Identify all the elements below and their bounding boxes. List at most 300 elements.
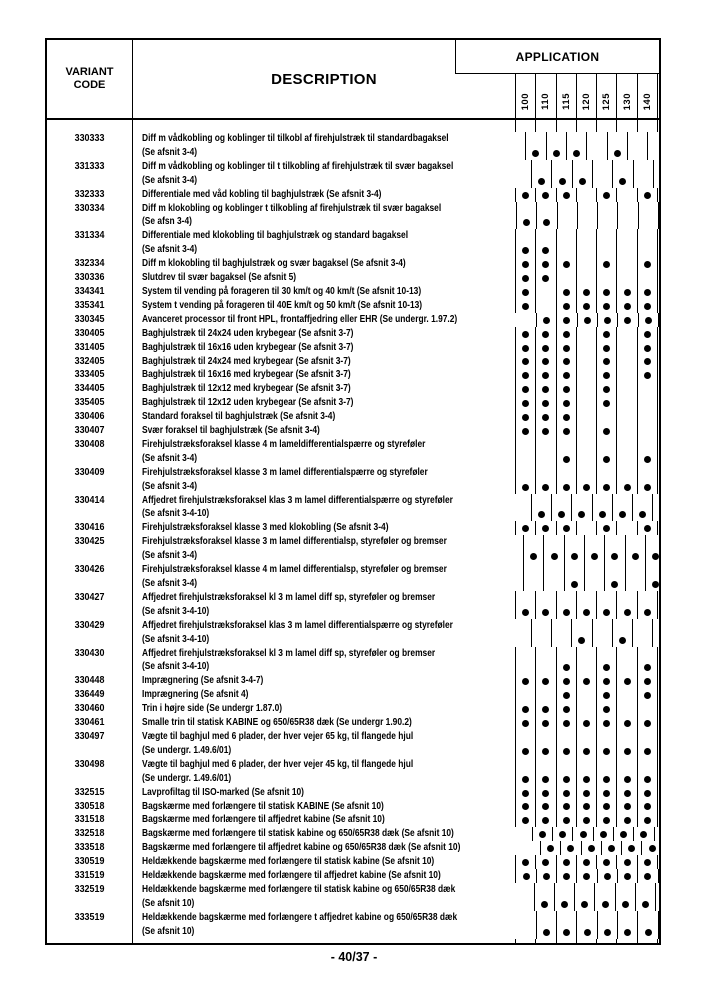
application-dot-cell <box>604 563 624 591</box>
application-dot <box>522 261 529 268</box>
application-dot <box>563 609 570 616</box>
application-dot-cell <box>596 758 616 786</box>
application-dot <box>522 720 529 727</box>
application-dot-cell <box>616 813 636 827</box>
variant-code-cell <box>47 939 133 943</box>
description-cell <box>133 120 515 132</box>
application-dot-cell <box>535 800 555 814</box>
application-dot <box>603 859 610 866</box>
description-cell <box>133 160 531 188</box>
description-line: System t vending på forageren til 40E km/t og 50 km/t (Se afsnit 10-13) <box>142 298 423 311</box>
application-dot-cell <box>576 674 596 688</box>
table-right-margin <box>657 74 659 118</box>
application-dot <box>583 859 590 866</box>
application-dot-cell <box>515 257 535 271</box>
application-dot <box>603 456 610 463</box>
variant-code-cell <box>47 160 133 188</box>
application-header: APPLICATION <box>455 40 659 74</box>
table-right-margin <box>657 424 659 438</box>
variant-code-cell <box>47 299 133 313</box>
application-dot <box>522 400 529 407</box>
application-dot-cell <box>625 535 645 563</box>
description-cell <box>133 313 536 327</box>
application-dot-cell <box>515 730 535 758</box>
application-dot-cell <box>515 120 535 132</box>
table-row <box>47 494 659 522</box>
application-dot-cell <box>576 466 596 494</box>
application-dot-cell <box>637 800 657 814</box>
variant-code-cell <box>47 132 133 160</box>
application-dot <box>522 358 529 365</box>
application-dot-cell <box>632 494 652 522</box>
application-dot <box>603 192 610 199</box>
application-dot <box>603 484 610 491</box>
application-dot <box>522 428 529 435</box>
application-dot <box>603 372 610 379</box>
table-right-margin <box>657 758 659 786</box>
application-dot-cell <box>576 438 596 466</box>
application-dot-cell <box>576 327 596 341</box>
application-dot-cell <box>596 466 616 494</box>
variant-code-text: 330460 <box>74 702 105 715</box>
application-dot-cell <box>616 424 636 438</box>
application-dot-cell <box>531 494 551 522</box>
application-dot <box>542 525 549 532</box>
application-dot <box>644 331 651 338</box>
application-dot-cell <box>616 229 636 257</box>
application-dot-cell <box>515 424 535 438</box>
table-row <box>47 813 659 827</box>
application-dot-cell <box>592 494 612 522</box>
application-dot <box>522 331 529 338</box>
application-dot-cell <box>637 869 657 883</box>
application-dot-cell <box>658 911 659 939</box>
variant-code-cell <box>47 800 133 814</box>
table-row <box>47 855 659 869</box>
variant-code-text: 330409 <box>74 465 105 478</box>
table-right-margin <box>657 939 659 943</box>
application-dot-cell <box>556 647 576 675</box>
application-dot-cell <box>625 563 645 591</box>
variant-code-text: 333519 <box>74 910 105 923</box>
application-dot <box>583 803 590 810</box>
application-dot-cell <box>515 396 535 410</box>
application-dot-cell <box>616 285 636 299</box>
description-line: Affjedret firehjulstræksforaksel klas 3 m lamel differentialspærre og styreføler <box>142 493 453 506</box>
application-dot <box>622 901 629 908</box>
application-dot-cell <box>535 813 555 827</box>
application-dot <box>644 289 651 296</box>
table-right-margin <box>657 438 659 466</box>
application-dot-cell <box>556 285 576 299</box>
application-dot-cell <box>637 702 657 716</box>
application-dot <box>542 372 549 379</box>
application-dot-cell <box>515 855 535 869</box>
description-line: (Se afsnit 10) <box>142 896 195 909</box>
variant-code-cell <box>47 313 133 327</box>
application-dot-cell <box>576 758 596 786</box>
application-dot-cell <box>612 619 632 647</box>
application-dot-cell <box>576 355 596 369</box>
variant-code-header-line2: CODE <box>73 79 106 91</box>
application-dot <box>624 929 631 936</box>
variant-code-cell <box>47 327 133 341</box>
application-column-label-text: 125 <box>601 92 613 110</box>
table-row <box>47 438 659 466</box>
application-dot <box>563 372 570 379</box>
application-dot-cell <box>596 521 616 535</box>
application-dot-cell <box>515 188 535 202</box>
application-dot <box>583 790 590 797</box>
application-dot <box>563 261 570 268</box>
table-row <box>47 647 659 675</box>
application-dot-cell <box>596 120 616 132</box>
application-dot-cell <box>535 939 555 943</box>
application-dot <box>522 790 529 797</box>
application-dot-cell <box>576 396 596 410</box>
application-dot <box>644 456 651 463</box>
application-dot <box>624 484 631 491</box>
application-dot-cell <box>556 368 576 382</box>
description-line: Firehjulstræksforaksel klasse 3 med klokobling (Se afsnit 3-4) <box>142 521 389 534</box>
variant-code-cell <box>47 591 133 619</box>
description-cell <box>133 396 515 410</box>
variant-code-cell <box>47 841 133 855</box>
table-row <box>47 120 659 132</box>
application-dot <box>583 748 590 755</box>
application-dot-cell <box>576 188 596 202</box>
application-dot-cell <box>596 382 616 396</box>
application-dot-cell <box>535 730 555 758</box>
application-dot <box>603 692 610 699</box>
table-right-margin <box>657 368 659 382</box>
variant-code-cell <box>47 466 133 494</box>
application-dot-cell <box>576 229 596 257</box>
table-row <box>47 758 659 786</box>
application-dot <box>583 609 590 616</box>
application-dot-cell <box>556 438 576 466</box>
variant-code-text: 330416 <box>74 521 105 534</box>
application-dot <box>563 929 570 936</box>
application-dot <box>584 317 591 324</box>
application-dot-cell <box>536 869 556 883</box>
application-dot <box>542 358 549 365</box>
application-dot-cell <box>637 813 657 827</box>
application-dot-cell <box>616 188 636 202</box>
application-dot-cell <box>551 619 571 647</box>
application-dot-cell <box>616 410 636 424</box>
application-dot <box>624 776 631 783</box>
table-row <box>47 229 659 257</box>
description-cell <box>133 591 515 619</box>
application-dot-cell <box>535 466 555 494</box>
variant-code-text: 330519 <box>74 855 105 868</box>
application-dot-cell <box>616 355 636 369</box>
table-row <box>47 869 659 883</box>
description-line: Slutdrev til svær bagaksel (Se afsnit 5) <box>142 271 297 284</box>
application-dot <box>543 317 550 324</box>
description-line: (Se afsnit 3-4) <box>142 479 198 492</box>
application-dot-cell <box>535 688 555 702</box>
application-dot-cell <box>601 841 621 855</box>
table-right-margin <box>657 327 659 341</box>
application-dot-cell <box>616 939 636 943</box>
application-dot-cell <box>576 647 596 675</box>
application-dot-cell <box>652 619 659 647</box>
table-row <box>47 591 659 619</box>
application-dot <box>644 720 651 727</box>
table-right-margin <box>657 120 659 132</box>
application-dot <box>583 720 590 727</box>
application-dot <box>652 581 659 588</box>
application-dot <box>559 831 566 838</box>
application-dot <box>624 289 631 296</box>
table-row <box>47 341 659 355</box>
application-dot-cell <box>637 855 657 869</box>
description-line: Heldækkende bagskærme med forlængere til statisk kabine og 650/65R38 dæk <box>142 882 456 895</box>
application-dot <box>563 720 570 727</box>
application-dot-cell <box>616 327 636 341</box>
variant-code-cell <box>47 494 133 522</box>
application-dot-cell <box>576 813 596 827</box>
variant-code-cell <box>47 702 133 716</box>
application-dot-cell <box>564 563 584 591</box>
variant-code-text: 331519 <box>74 869 105 882</box>
description-line: Heldækkende bagskærme med forlængere t affjedret kabine og 650/65R38 dæk <box>142 910 458 923</box>
application-dot <box>538 178 545 185</box>
application-dot-cell <box>515 869 535 883</box>
application-dot-cell <box>617 313 637 327</box>
application-dot <box>652 553 659 560</box>
application-dot <box>563 428 570 435</box>
application-dot <box>579 178 586 185</box>
application-dot-cell <box>535 271 555 285</box>
application-dot-cell <box>596 355 616 369</box>
application-dot-cell <box>616 591 636 619</box>
application-dot <box>522 525 529 532</box>
table-right-margin <box>658 869 659 883</box>
application-dot-cell <box>596 813 616 827</box>
application-dot-cell <box>535 285 555 299</box>
variant-table <box>45 38 661 945</box>
application-dot-cell <box>647 132 659 160</box>
application-dot-cell <box>536 202 556 230</box>
variant-code-cell <box>47 619 133 647</box>
table-row <box>47 424 659 438</box>
variant-code-cell <box>47 563 133 591</box>
variant-code-text: 330406 <box>74 410 105 423</box>
application-dot-cell <box>515 786 535 800</box>
variant-code-cell <box>47 368 133 382</box>
application-dot <box>649 845 656 852</box>
variant-code-text: 332518 <box>74 827 105 840</box>
application-dot-cell <box>577 202 597 230</box>
application-dot-cell <box>612 494 632 522</box>
application-dot <box>581 901 588 908</box>
description-line: (Se afsnit 3-4) <box>142 549 198 562</box>
table-row <box>47 257 659 271</box>
table-row <box>47 327 659 341</box>
application-dot <box>603 525 610 532</box>
table-header <box>47 40 659 120</box>
description-cell <box>133 494 531 522</box>
application-dot-cell <box>523 563 543 591</box>
variant-code-cell <box>47 535 133 563</box>
description-line: (Se afsnit 10) <box>142 924 195 937</box>
application-dot-cell <box>616 382 636 396</box>
description-cell <box>133 521 515 535</box>
application-dot <box>542 192 549 199</box>
application-dot-cell <box>637 466 657 494</box>
application-dot <box>603 331 610 338</box>
description-line: Diff m vådkobling og koblinger til t tilkobling af firehjulstræk til svær bagaksel <box>142 159 454 172</box>
application-dot-cell <box>556 396 576 410</box>
application-dot-cell <box>637 758 657 786</box>
description-line: Affjedret firehjulstræksforaksel klas 3 m lamel differentialspærre og styreføler <box>142 618 453 631</box>
application-dot-cell <box>535 410 555 424</box>
application-dot <box>619 178 626 185</box>
description-line: Firehjulstræksforaksel klasse 3 m lamel differentialsp, styreføler og bremser <box>142 535 447 548</box>
variant-code-text: 332405 <box>74 354 105 367</box>
description-cell <box>133 758 515 786</box>
application-dot-cell <box>596 341 616 355</box>
application-dot <box>563 484 570 491</box>
description-cell <box>133 883 534 911</box>
application-dot <box>603 400 610 407</box>
application-dot-cell <box>576 120 596 132</box>
description-cell <box>133 939 515 943</box>
description-line: (Se afsn 3-4) <box>142 215 192 228</box>
application-dot-cell <box>557 202 577 230</box>
application-dot-cell <box>556 341 576 355</box>
application-dot <box>530 553 537 560</box>
application-dot-cell <box>597 313 617 327</box>
application-dot-cell <box>535 758 555 786</box>
variant-code-cell <box>47 257 133 271</box>
application-dot <box>541 901 548 908</box>
application-dot-cell <box>627 132 647 160</box>
application-dot-cell <box>515 647 535 675</box>
application-dot-cell <box>515 702 535 716</box>
application-dot-cell <box>535 257 555 271</box>
application-dot-cell <box>655 883 659 911</box>
application-dot-cell <box>637 424 657 438</box>
application-dot <box>571 581 578 588</box>
application-dot <box>522 345 529 352</box>
application-dot-cell <box>535 382 555 396</box>
variant-code-text: 334341 <box>74 284 105 297</box>
description-line: (Se afsnit 3-4-10) <box>142 632 210 645</box>
application-dot <box>602 901 609 908</box>
variant-code-cell <box>47 647 133 675</box>
variant-code-text: 330336 <box>74 271 105 284</box>
application-dot-cell <box>637 285 657 299</box>
application-dot-cell <box>616 674 636 688</box>
variant-code-text: 330425 <box>74 535 105 548</box>
table-right-margin <box>657 647 659 675</box>
application-dot <box>542 484 549 491</box>
description-line: Diff m vådkobling og koblinger til tilkobl af firehjulstræk til standardbagaksel <box>142 132 449 144</box>
application-dot-cell <box>515 355 535 369</box>
application-dot-cell <box>556 869 576 883</box>
application-dot-cell <box>535 438 555 466</box>
description-line: Smalle trin til statisk KABINE og 650/65R38 dæk (Se undergr 1.90.2) <box>142 716 412 729</box>
application-dot <box>644 484 651 491</box>
application-dot-cell <box>616 120 636 132</box>
table-right-margin <box>658 202 659 230</box>
application-dot-cell <box>637 327 657 341</box>
application-column-label-text: 140 <box>641 92 653 110</box>
table-row <box>47 299 659 313</box>
application-dot <box>603 345 610 352</box>
table-right-margin <box>657 382 659 396</box>
application-dot <box>644 664 651 671</box>
application-dot <box>542 748 549 755</box>
application-dot <box>603 664 610 671</box>
description-line: Baghjulstræk til 12x12 med krybegear (Se afsnit 3-7) <box>142 382 351 395</box>
variant-code-cell <box>47 674 133 688</box>
variant-code-text: 332519 <box>74 882 105 895</box>
application-dot <box>583 776 590 783</box>
application-dot-cell <box>584 535 604 563</box>
table-row <box>47 619 659 647</box>
application-dot-cell <box>515 438 535 466</box>
application-dot-cell <box>556 674 576 688</box>
table-right-margin <box>657 702 659 716</box>
description-line: Bagskærme med forlængere til affjedret kabine og 650/65R38 dæk (Se afsnit 10) <box>142 841 461 854</box>
table-row <box>47 132 659 160</box>
application-dot <box>522 386 529 393</box>
variant-code-text: 330427 <box>74 590 105 603</box>
application-dot-cell <box>586 132 606 160</box>
application-dot <box>619 511 626 518</box>
table-body <box>47 120 659 943</box>
application-dot-cell <box>543 563 563 591</box>
description-cell <box>133 229 515 257</box>
application-dot-cell <box>574 883 594 911</box>
application-dot-cell <box>637 438 657 466</box>
description-line: (Se afsnit 3-4-10) <box>142 660 210 673</box>
variant-code-cell <box>47 730 133 758</box>
application-dot-cell <box>596 438 616 466</box>
description-line: Imprægnering (Se afsnit 4) <box>142 688 249 701</box>
application-dot-cell <box>556 758 576 786</box>
application-dot-cell <box>596 410 616 424</box>
variant-code-cell <box>47 855 133 869</box>
application-dot-cell <box>616 257 636 271</box>
application-dot-cell <box>535 674 555 688</box>
application-dot-cell <box>617 869 637 883</box>
application-dot <box>563 664 570 671</box>
application-dot <box>542 261 549 268</box>
application-dot-cell <box>572 160 592 188</box>
description-cell <box>133 327 515 341</box>
table-right-margin <box>657 271 659 285</box>
variant-code-cell <box>47 827 133 841</box>
table-row <box>47 466 659 494</box>
application-dot-cell <box>534 883 554 911</box>
application-dot <box>644 859 651 866</box>
description-line: Firehjulstræksforaksel klasse 3 m lamel differentialspærre og styreføler <box>142 465 428 478</box>
application-dot <box>603 817 610 824</box>
application-dot <box>591 553 598 560</box>
application-dot-cell <box>596 396 616 410</box>
table-right-margin <box>657 716 659 730</box>
description-cell <box>133 827 532 841</box>
application-dot-cell <box>556 939 576 943</box>
variant-code-text: 330448 <box>74 674 105 687</box>
application-dot-cell <box>536 313 556 327</box>
